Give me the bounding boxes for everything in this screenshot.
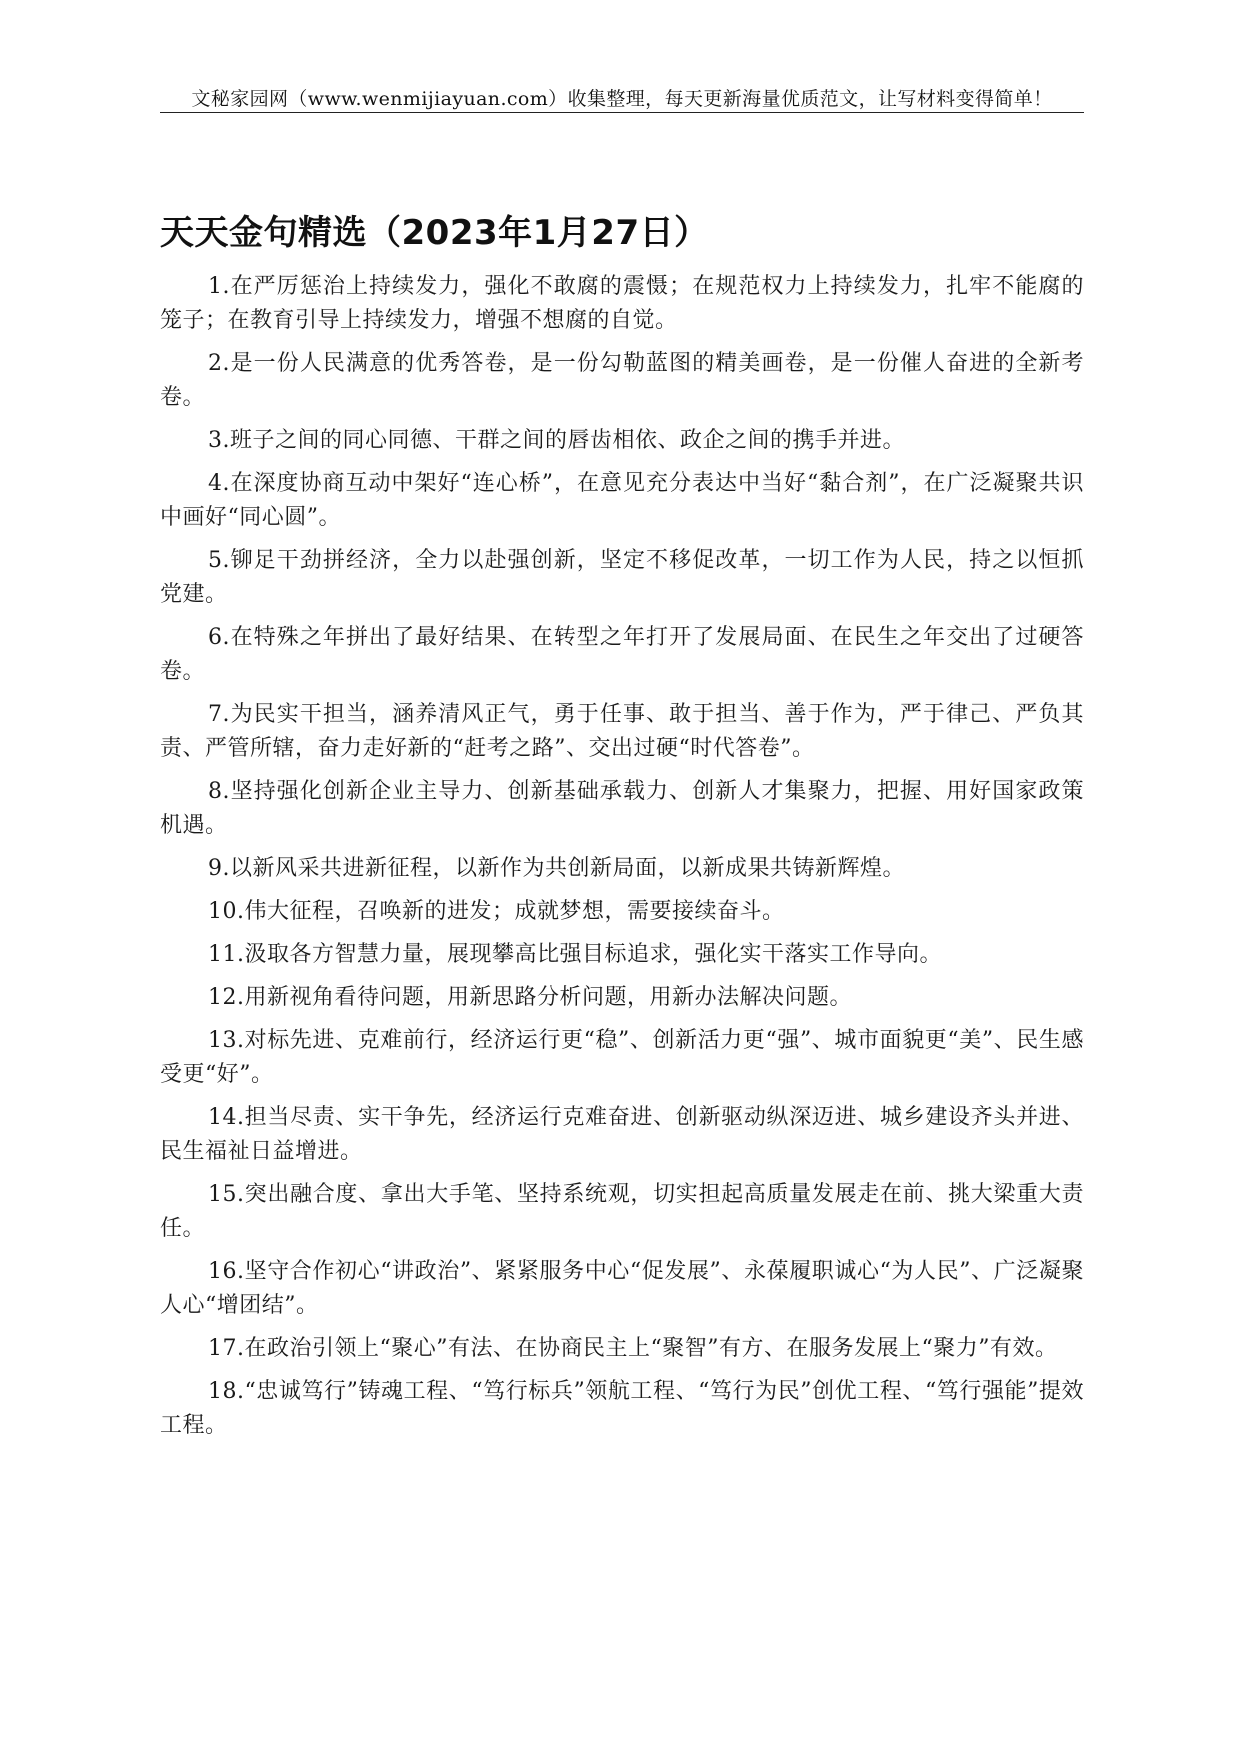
quote-item: 18.“忠诚笃行”铸魂工程、“笃行标兵”领航工程、“笃行为民”创优工程、“笃行强能”提效工程。 [160, 1379, 1084, 1438]
quote-item: 1.在严厉惩治上持续发力，强化不敢腐的震慑；在规范权力上持续发力，扎牢不能腐的笼子；在教育引导上持续发力，增强不想腐的自觉。 [160, 274, 1084, 333]
document-title: 天天金句精选（2023年1月27日） [160, 213, 709, 253]
quote-item: 8.坚持强化创新企业主导力、创新基础承载力、创新人才集聚力，把握、用好国家政策机遇。 [160, 779, 1084, 838]
quote-item: 7.为民实干担当，涵养清风正气，勇于任事、敢于担当、善于作为，严于律己、严负其责、严管所辖，奋力走好新的“赶考之路”、交出过硬“时代答卷”。 [160, 702, 1084, 761]
quote-item: 9.以新风采共进新征程，以新作为共创新局面，以新成果共铸新辉煌。 [208, 856, 905, 881]
page-header: 文秘家园网（www.wenmijiayuan.com）收集整理，每天更新海量优质范文，让写材料变得简单！ [191, 88, 1053, 110]
quote-item: 16.坚守合作初心“讲政治”、紧紧服务中心“促发展”、永葆履职诚心“为人民”、广泛凝聚人心“增团结”。 [160, 1259, 1084, 1318]
quote-list [160, 270, 1084, 1452]
quote-item: 11.汲取各方智慧力量，展现攀高比强目标追求，强化实干落实工作导向。 [208, 942, 942, 967]
quote-item: 2.是一份人民满意的优秀答卷，是一份勾勒蓝图的精美画卷，是一份催人奋进的全新考卷。 [160, 351, 1084, 410]
quote-item: 5.铆足干劲拼经济，全力以赴强创新，坚定不移促改革，一切工作为人民，持之以恒抓党建。 [160, 548, 1084, 607]
quote-item: 12.用新视角看待问题，用新思路分析问题，用新办法解决问题。 [208, 985, 852, 1010]
quote-item: 3.班子之间的同心同德、干群之间的唇齿相依、政企之间的携手并进。 [208, 428, 905, 453]
quote-item: 17.在政治引领上“聚心”有法、在协商民主上“聚智”有方、在服务发展上“聚力”有效。 [208, 1336, 1058, 1361]
quote-item: 6.在特殊之年拼出了最好结果、在转型之年打开了发展局面、在民生之年交出了过硬答卷。 [160, 625, 1084, 684]
header-divider [160, 112, 1084, 113]
quote-item: 13.对标先进、克难前行，经济运行更“稳”、创新活力更“强”、城市面貌更“美”、民生感受更“好”。 [160, 1028, 1084, 1087]
quote-item: 4.在深度协商互动中架好“连心桥”，在意见充分表达中当好“黏合剂”，在广泛凝聚共识中画好“同心圆”。 [160, 471, 1084, 530]
quote-item: 10.伟大征程，召唤新的进发；成就梦想，需要接续奋斗。 [208, 899, 785, 924]
quote-item: 14.担当尽责、实干争先，经济运行克难奋进、创新驱动纵深迈进、城乡建设齐头并进、民生福祉日益增进。 [160, 1105, 1084, 1164]
quote-item: 15.突出融合度、拿出大手笔、坚持系统观，切实担起高质量发展走在前、挑大梁重大责任。 [160, 1182, 1084, 1241]
